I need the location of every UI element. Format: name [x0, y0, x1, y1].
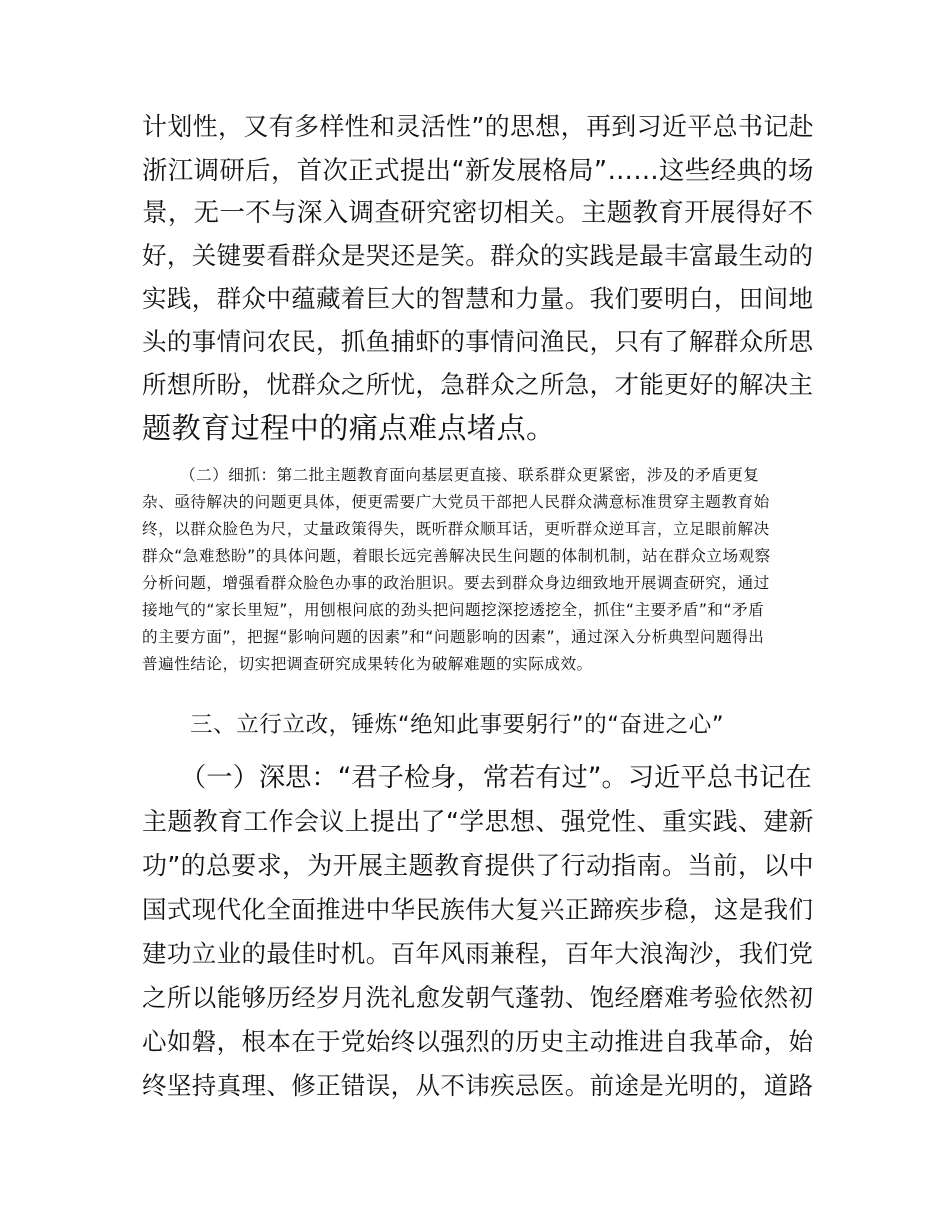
- detail-paragraph-line: （二）细抓：第二批主题教育面向基层更直接、联系群众更紧密，涉及的矛盾更复: [180, 466, 760, 484]
- detail-paragraph-line: 接地气的“家长里短”，用刨根问底的劲头把问题挖深挖透挖全，抓住“主要矛盾”和“矛盾: [142, 601, 765, 619]
- detail-paragraph-line: 的主要方面”，把握“影响问题的因素”和“问题影响的因素”，通过深入分析典型问题得出: [142, 628, 765, 646]
- detail-paragraph-line: 群众“急难愁盼”的具体问题，着眼长远完善解决民生问题的体制机制，站在群众立场观察: [142, 547, 771, 565]
- deep-paragraph-line: 心如磐，根本在于党始终以强烈的历史主动推进自我革命，始: [142, 1027, 814, 1056]
- intro-paragraph-line: 计划性，又有多样性和灵活性”的思想，再到习近平总书记赴: [142, 112, 814, 141]
- deep-paragraph-line: （一）深思：“君子检身，常若有过”。习近平总书记在: [180, 763, 812, 793]
- intro-paragraph-line: 实践，群众中蕴藏着巨大的智慧和力量。我们要明白，田间地: [142, 284, 814, 313]
- deep-paragraph-line: 终坚持真理、修正错误，从不讳疾忌医。前途是光明的，道路: [142, 1071, 814, 1100]
- deep-paragraph-line: 主题教育工作会议上提出了“学思想、强党性、重实践、建新: [142, 807, 814, 836]
- deep-paragraph-line: 国式现代化全面推进中华民族伟大复兴正蹄疾步稳，这是我们: [142, 895, 814, 924]
- deep-paragraph-line: 功”的总要求，为开展主题教育提供了行动指南。当前，以中: [142, 851, 814, 880]
- detail-paragraph-line: 普遍性结论，切实把调查研究成果转化为破解难题的实际成效。: [142, 655, 593, 673]
- intro-paragraph-line: 浙江调研后，首次正式提出“新发展格局”……这些经典的场: [142, 155, 814, 185]
- intro-paragraph-line: 头的事情问农民，抓鱼捕虾的事情问渔民，只有了解群众所思: [142, 327, 814, 356]
- detail-paragraph-line: 分析问题，增强看群众脸色办事的政治胆识。要去到群众身边细致地开展调查研究，通过: [142, 574, 770, 592]
- intro-paragraph-line: 景，无一不与深入调查研究密切相关。主题教育开展得好不: [142, 198, 814, 228]
- section-heading: 三、立行立改，锤炼“绝知此事要躬行”的“奋进之心”: [190, 712, 725, 738]
- detail-paragraph-line: 杂、亟待解决的问题更具体，便更需要广大党员干部把人民群众满意标准贯穿主题教育始: [142, 493, 770, 511]
- intro-paragraph-line: 所想所盼，忧群众之所忧，急群众之所急，才能更好的解决主: [142, 370, 814, 399]
- intro-paragraph-line: 好，关键要看群众是哭还是笑。群众的实践是最丰富最生动的: [142, 241, 814, 270]
- deep-paragraph-line: 之所以能够历经岁月洗礼愈发朝气蓬勃、饱经磨难考验依然初: [142, 983, 814, 1012]
- detail-paragraph-line: 终，以群众脸色为尺，丈量政策得失，既听群众顺耳话，更听群众逆耳言，立足眼前解决: [142, 520, 770, 538]
- intro-paragraph-line: 题教育过程中的痛点难点堵点。: [142, 411, 556, 445]
- deep-paragraph-line: 建功立业的最佳时机。百年风雨兼程，百年大浪淘沙，我们党: [142, 939, 814, 968]
